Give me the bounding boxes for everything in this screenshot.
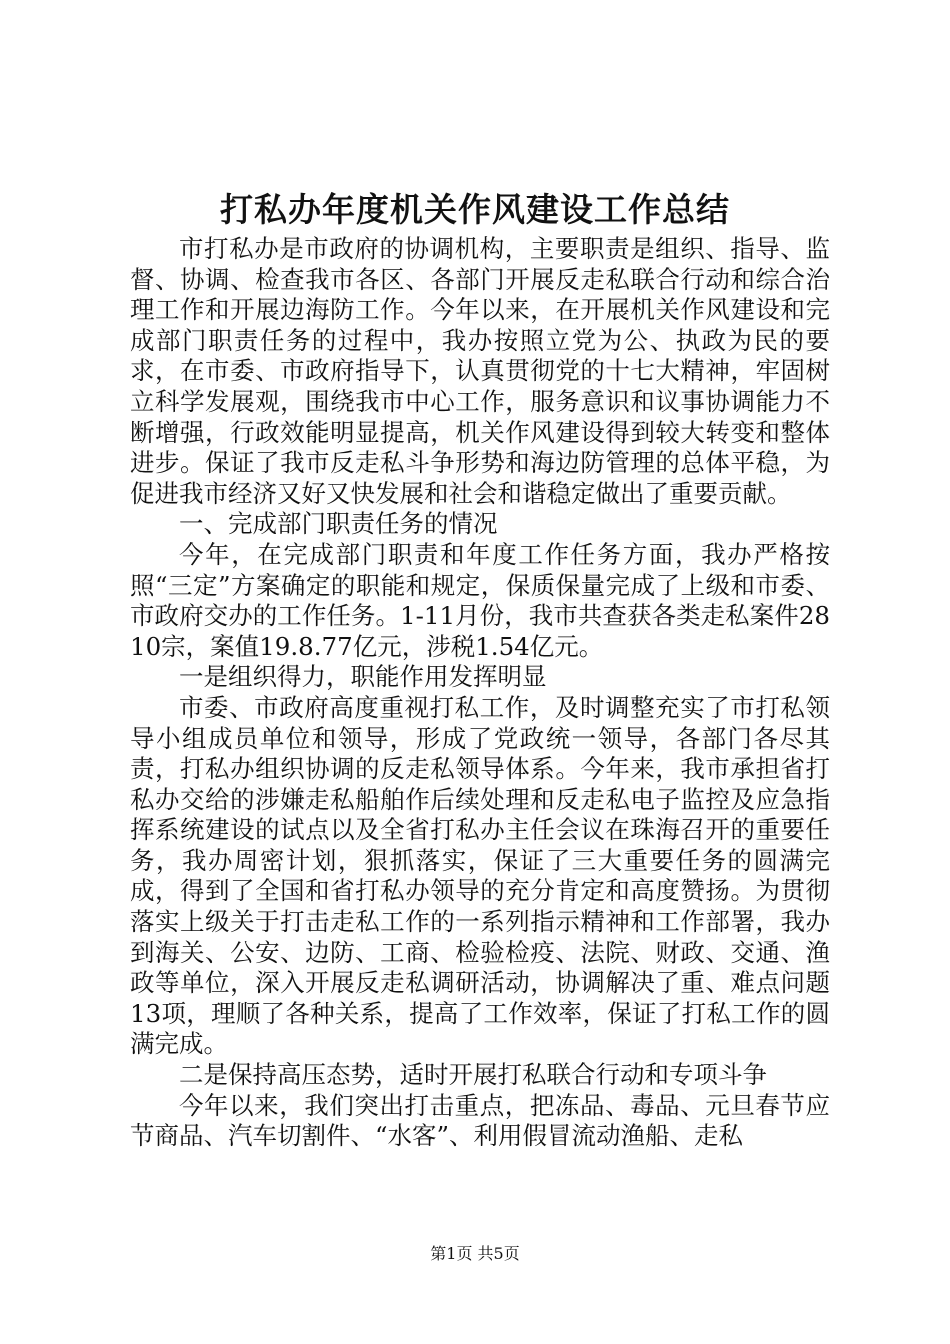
section-heading-1: 一、完成部门职责任务的情况 xyxy=(179,509,498,539)
page-footer: 第1页 共5页 xyxy=(430,1244,520,1263)
document-title: 打私办年度机关作风建设工作总结 xyxy=(220,190,730,229)
paragraph-subsection-2: 今年以来，我们突出打击重点，把冻品、毒品、元旦春节应节商品、汽车切割件、“水客”、利用假冒流动渔船、走私 xyxy=(130,1090,830,1151)
paragraph-section-1: 今年，在完成部门职责和年度工作任务方面，我办严格按照“三定”方案确定的职能和规定，保质保量完成了上级和市委、市政府交办的工作任务。1-11月份，我市共查获各类走私案件2810宗，案值19.8.77亿元，涉税1.54亿元。 xyxy=(130,539,830,661)
paragraph-subsection-1: 市委、市政府高度重视打私工作，及时调整充实了市打私领导小组成员单位和领导，形成了党政统一领导，各部门各尽其责，打私办组织协调的反走私领导体系。今年来，我市承担省打私办交给的涉嫌走私船舶作后续处理和反走私电子监控及应急指挥系统建设的试点以及全省打私办主任会议在珠海召开的重要任务，我办周密计划，狠抓落实，保证了三大重要任务的圆满完成，得到了全国和省打私办领导的充分肯定和高度赞扬。为贯彻落实上级关于打击走私工作的一系列指示精神和工作部署，我办到海关、公安、边防、工商、检验检疫、法院、财政、交通、渔政等单位，深入开展反走私调研活动，协调解决了重、难点问题13项，理顺了各种关系，提高了工作效率，保证了打私工作的圆满完成。 xyxy=(130,692,830,1059)
document-body xyxy=(130,234,830,1152)
subheading-1: 一是组织得力，职能作用发挥明显 xyxy=(179,662,547,692)
paragraph-intro: 市打私办是市政府的协调机构，主要职责是组织、指导、监督、协调、检查我市各区、各部门开展反走私联合行动和综合治理工作和开展边海防工作。今年以来，在开展机关作风建设和完成部门职责任务的过程中，我办按照立党为公、执政为民的要求，在市委、市政府指导下，认真贯彻党的十七大精神，牢固树立科学发展观，围绕我市中心工作，服务意识和议事协调能力不断增强，行政效能明显提高，机关作风建设得到较大转变和整体进步。保证了我市反走私斗争形势和海边防管理的总体平稳，为促进我市经济又好又快发展和社会和谐稳定做出了重要贡献。 xyxy=(130,234,830,508)
subheading-2: 二是保持高压态势，适时开展打私联合行动和专项斗争 xyxy=(179,1060,767,1090)
